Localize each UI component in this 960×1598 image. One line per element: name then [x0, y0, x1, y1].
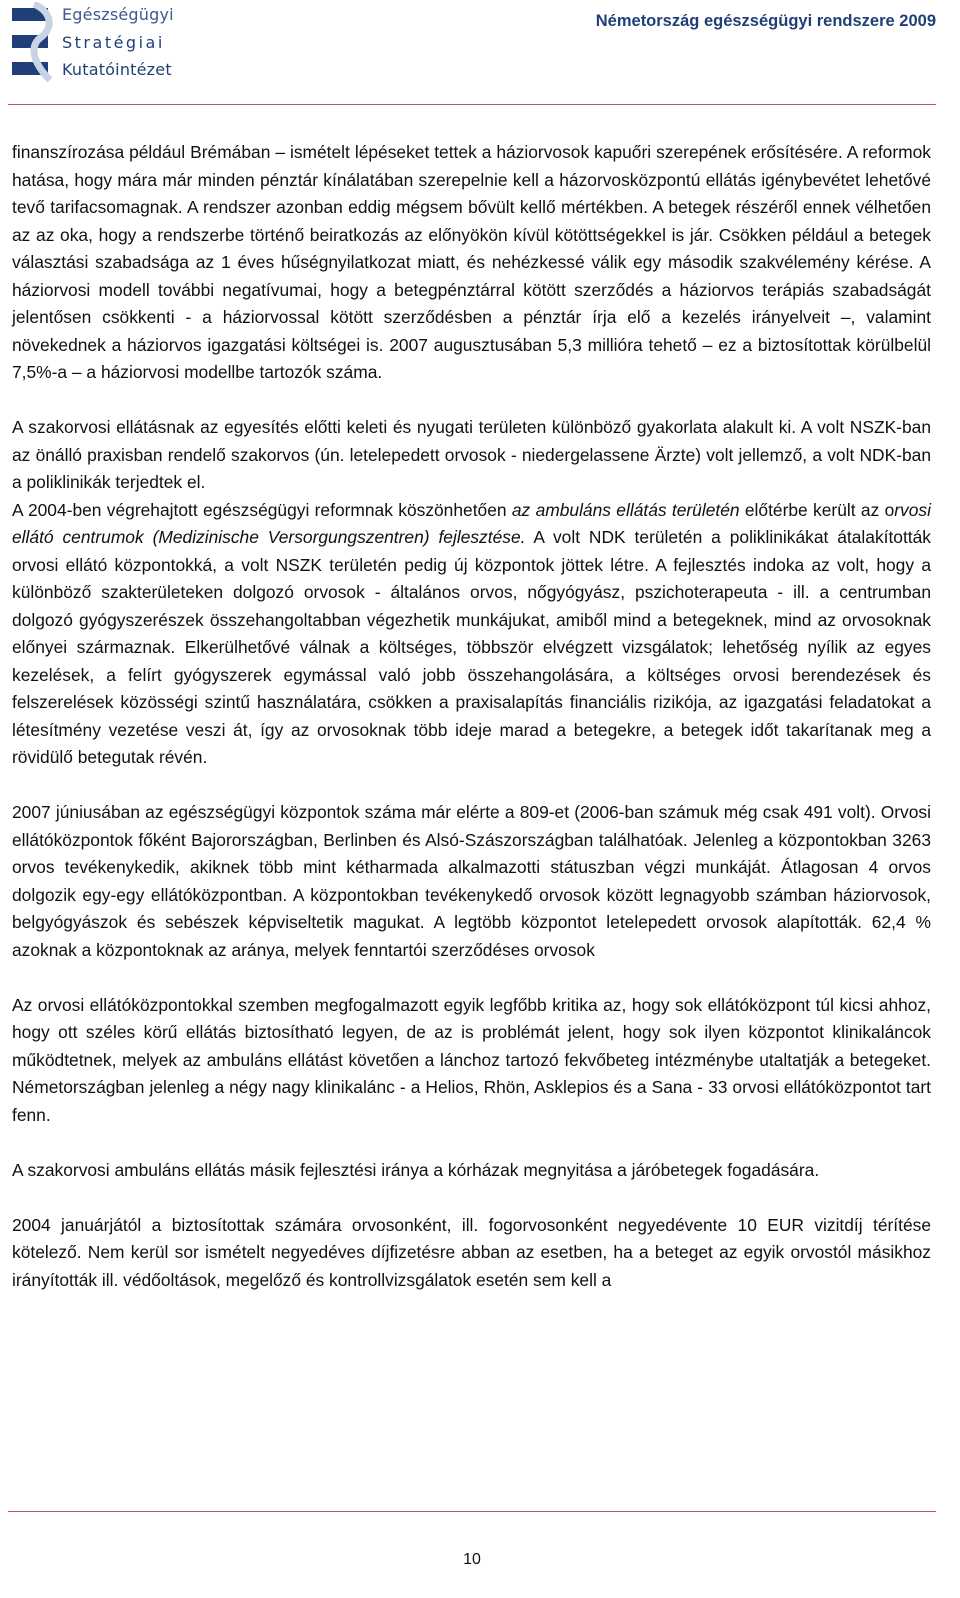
emphasis-text: rvosi ellátó centrumok (Medizinische Versorgungszentren) fejlesztése. [12, 499, 931, 547]
paragraph: A szakorvosi ellátásnak az egyesítés előtti keleti és nyugati területen különböző gyakorlata alakult ki. A volt NSZK-ban az önálló praxisban rendelő szakorvos (ún. letelepedett orvosok - niedergelassene Ärzte) volt jellemző, a volt NDK-ban a poliklinikák terjedtek el. [12, 417, 931, 492]
emphasis-text: az ambuláns ellátás területén [511, 499, 740, 520]
paragraph: Az orvosi ellátóközpontokkal szemben megfogalmazott egyik legfőbb kritika az, hogy sok ellátóközpont túl kicsi ahhoz, hogy ott széles körű ellátás biztosítható legyen, de az is problémát jelent, hogy sok ilyen központot klinikaláncok működtetnek, melyek az ambuláns ellátást követően a lánchoz tartozó fekvőbeteg intézménybe utaltatják a betegeket. Németországban jelenleg a négy nagy klinikalánc - a Helios, Rhön, Asklepios és a Sana - 33 orvosi ellátóközpontot tart fenn. [12, 994, 931, 1125]
page-number: 10 [463, 1551, 481, 1568]
document-body [12, 139, 931, 1294]
logo-text-line3: Kutatóintézet [62, 60, 172, 79]
institute-logo [12, 2, 182, 82]
paragraph [12, 497, 931, 772]
header-divider [8, 104, 936, 105]
paragraph-text: A 2004-ben végrehajtott egészségügyi reformnak köszönhetően [12, 499, 512, 520]
paragraph: A szakorvosi ambuláns ellátás másik fejlesztési iránya a kórházak megnyitása a járóbetegek fogadására. [12, 1159, 820, 1180]
paragraph: finanszírozása például Brémában – ismételt lépéseket tettek a háziorvosok kapuőri szerepének erősítésére. A reformok hatása, hogy mára már minden pénztár kínálatában szerepelnie kell a házorvosközpontú ellátás igénybevétet lehetővé tevő tarifacsomagnak. A rendszer azonban eddig mégsem bővült kellő mértékben. A betegek részéről ennek vélhetően az az oka, hogy a rendszerbe történő beiratkozás az előnyökön kívül kötöttségekkel is jár. Csökken például a betegek választási szabadsága az 1 éves hűségnyilatkozat miatt, és nehézkessé válik egy második szakvélemény kérése. A háziorvosi modell további negatívumai, hogy a betegpénztárral kötött szerződés a háziorvos terápiás szabadságát jelentősen csökkenti - a háziorvossal kötött szerződésben a pénztár írja elő a kezelés irányelveit –, valamint növekednek a háziorvos igazgatási költségei is. 2007 augusztusában 5,3 millióra tehető – ez a biztosítottak körülbelül 7,5%-a – a háziorvosi modellbe tartozók száma. [12, 142, 931, 382]
logo-text-line1: Egészségügyi [62, 5, 174, 24]
paragraph: 2007 júniusában az egészségügyi központok száma már elérte a 809-et (2006-ban számuk még csak 491 volt). Orvosi ellátóközpontok főként Bajorországban, Berlinben és Alsó-Szászországban találhatóak. Jelenleg a központokban 3263 orvos tevékenykedik, akiknek több mint kétharmada alkalmazotti státuszban végzi munkáját. Átlagosan 4 orvos dolgozik egy-egy ellátóközpontban. A központokban tevékenykedő orvosok között legnagyobb számban háziorvosok, belgyógyászok és sebészek képviseltetik magukat. A legtöbb központot letelepedett orvosok alapították. 62,4 % azoknak a központoknak az aránya, melyek fenntartói szerződéses orvosok [12, 802, 931, 960]
footer-divider [8, 1511, 936, 1512]
paragraph-text: A volt NDK területén a poliklinikákat átalakították orvosi ellátó központokká, a volt NSZK területén pedig új központok jöttek létre. A fejlesztés indoka az volt, hogy a különböző szakterületeken dolgozó orvosok - általános orvos, nőgyógyász, pszichoterapeuta - ill. a centrumban dolgozó gyógyszerészek összehangoltabban végezhetik munkájukat, amiből mind a betegeknek, mind az orvosoknak előnyei származnak. Elkerülhetővé válnak a költséges, többször elvégzett vizsgálatok; lehetőség nyílik az egyes kezelések, a felírt gyógyszerek egymással való jobb összehangolására, a költséges orvosi berendezések és felszerelések közösségi szintű használatára, csökken a praxisalapítás financiális rizikója, az igazgatási feladatokat a létesítmény vezetése veszi át, így az orvosoknak több ideje marad a betegekre, a betegek időt takarítanak meg a rövidülő betegutak révén. [12, 527, 932, 767]
paragraph: 2004 januárjától a biztosítottak számára orvosonként, ill. fogorvosonként negyedévente 10 EUR vizitdíj térítése kötelező. Nem kerül sor ismételt negyedéves díjfizetésre abban az esetben, ha a beteget az egyik orvostól másikhoz irányították ill. védőoltások, megelőző és kontrollvizsgálatok esetén sem kell a [12, 1214, 931, 1290]
logo-bars-icon [12, 2, 56, 82]
page-header [0, 0, 960, 108]
logo-text-line2: Stratégiai [62, 33, 165, 52]
document-title: Németország egészségügyi rendszere 2009 [595, 12, 936, 30]
paragraph-text: előtérbe került az o [739, 499, 895, 520]
